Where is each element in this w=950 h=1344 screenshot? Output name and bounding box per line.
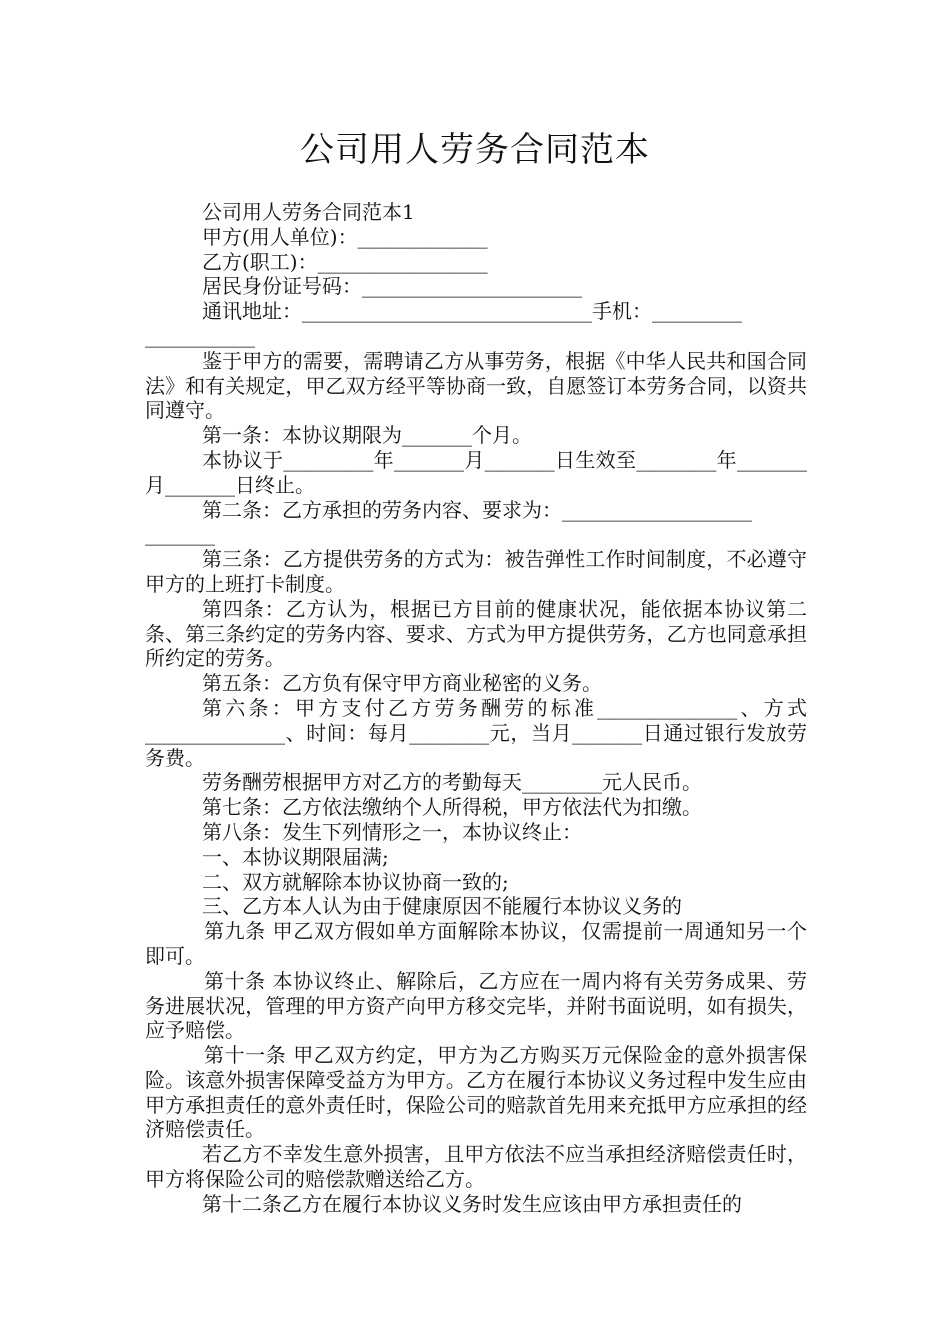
article-5: 第五条：乙方负有保守甲方商业秘密的义务。 [202,671,602,696]
article-4: 第四条：乙方认为，根据已方目前的健康状况，能依据本协议第二条、第三条约定的劳务内容、要求、方式为甲方提供劳务，乙方也同意承担所约定的劳务。 [145,596,807,671]
article-3: 第三条：乙方提供劳务的方式为：被告弹性工作时间制度，不必遵守甲方的上班打卡制度。 [145,547,807,596]
insurance-paragraph: 若乙方不幸发生意外损害，且甲方依法不应当承担经济赔偿责任时，甲方将保险公司的赔偿款赠送给乙方。 [145,1142,807,1192]
article-8-item-3: 三、乙方本人认为由于健康原因不能履行本协议义务的 [202,894,682,919]
preamble-paragraph: 鉴于甲方的需要，需聘请乙方从事劳务，根据《中华人民共和国合同法》和有关规定，甲乙双方经平等协商一致，自愿签订本劳务合同，以资共同遵守。 [145,348,807,423]
term-dates-paragraph: 本协议于_________年_______月_______日生效至________年_______月_______日终止。 [145,447,807,497]
contract-subtitle: 公司用人劳务合同范本1 [202,200,415,224]
address-phone-field: 通讯地址：_____________________________手机：_________ [202,299,742,324]
blank-line: ___________ [145,323,255,348]
document-title: 公司用人劳务合同范本 [300,130,650,170]
article-9: 第九条 甲乙双方假如单方面解除本协议，仅需提前一周通知另一个即可。 [145,919,807,968]
article-12: 第十二条乙方在履行本协议义务时发生应该由甲方承担责任的 [202,1191,742,1216]
article-2: 第二条：乙方承担的劳务内容、要求为：___________________ [202,497,752,522]
party-b-field: 乙方(职工)：_________________ [202,249,488,274]
daily-pay-paragraph: 劳务酬劳根据甲方对乙方的考勤每天________元人民币。 [202,770,702,795]
article-8-item-1: 一、本协议期限届满; [202,844,389,869]
article-6: 第六条：甲方支付乙方劳务酬劳的标准______________、方式______________、时间：每月________元，当月_______日通过银行发放劳务费。 [145,695,807,770]
party-a-field: 甲方(用人单位)：_____________ [202,224,488,249]
blank-line: _______ [145,522,215,547]
id-number-field: 居民身份证号码：______________________ [202,274,582,299]
document-body [145,200,807,1217]
article-8: 第八条：发生下列情形之一，本协议终止： [202,819,582,844]
article-10: 第十条 本协议终止、解除后，乙方应在一周内将有关劳务成果、劳务进展状况，管理的甲方资产向甲方移交完毕，并附书面说明，如有损失，应予赔偿。 [145,968,807,1043]
article-8-item-2: 二、双方就解除本协议协商一致的; [202,869,509,894]
article-11: 第十一条 甲乙双方约定，甲方为乙方购买万元保险金的意外损害保险。该意外损害保障受益方为甲方。乙方在履行本协议义务过程中发生应由甲方承担责任的意外责任时，保险公司的赔款首先用来充抵甲方应承担的经济赔偿责任。 [145,1043,807,1142]
article-1: 第一条：本协议期限为_______个月。 [202,423,532,448]
article-7: 第七条：乙方依法缴纳个人所得税，甲方依法代为扣缴。 [202,795,702,820]
